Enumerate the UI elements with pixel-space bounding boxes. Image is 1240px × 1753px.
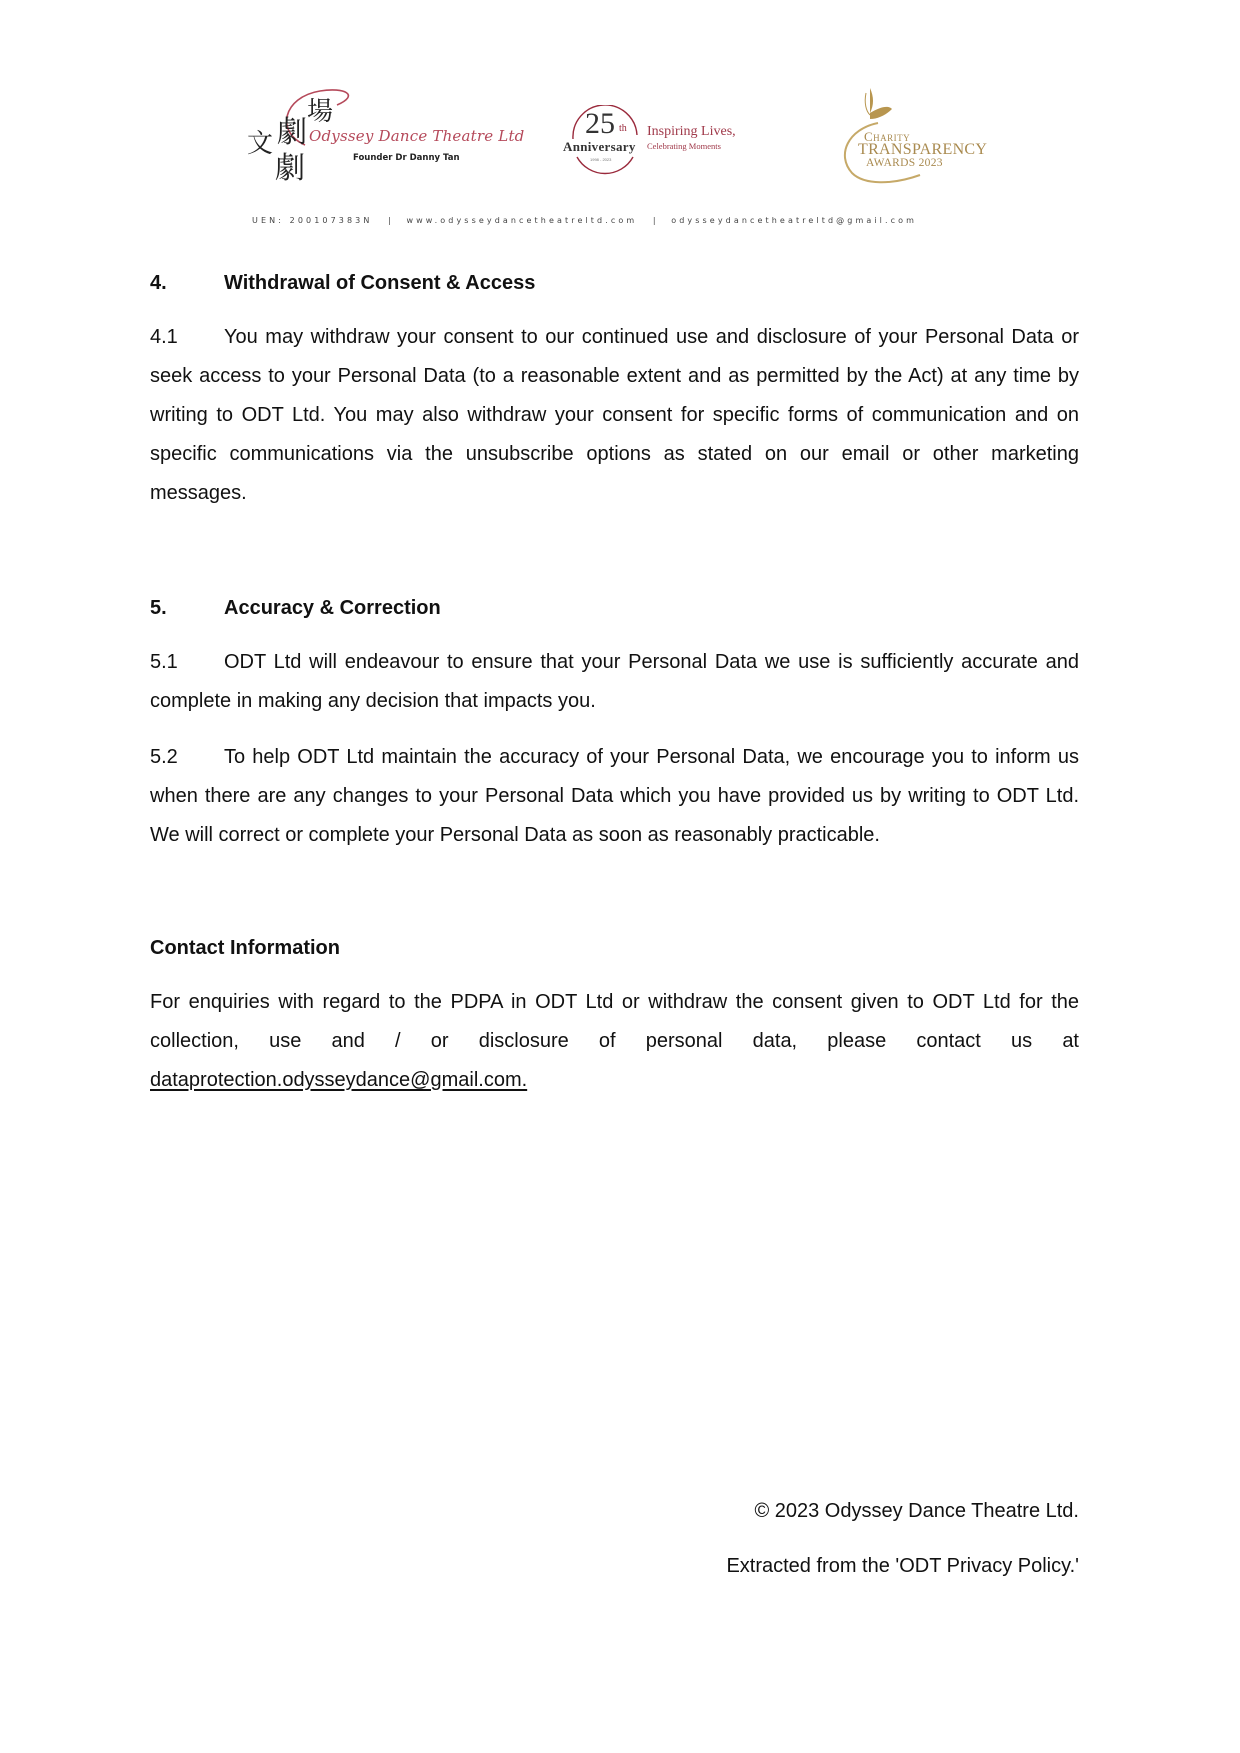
uen-number: UEN: 200107383N: [252, 216, 373, 225]
letterhead-contact-strip: [252, 216, 917, 225]
odt-logo: [245, 85, 525, 190]
copyright-notice: © 2023 Odyssey Dance Theatre Ltd.: [754, 1500, 1079, 1522]
separator: |: [652, 216, 656, 225]
source-note: Extracted from the 'ODT Privacy Policy.': [726, 1555, 1079, 1577]
anniversary-logo: [563, 105, 763, 185]
paragraph-number: 5.2: [150, 746, 178, 768]
contact-paragraph: [150, 983, 1079, 1100]
anniversary-tagline: Inspiring Lives,: [647, 124, 736, 139]
paragraph-4-1: [150, 318, 1079, 513]
contact-heading: [150, 935, 340, 961]
section-number: 4.: [150, 272, 167, 294]
letterhead-logos: [245, 85, 1005, 195]
anniversary-number: 25: [585, 107, 615, 140]
award-line1: Charity: [864, 129, 911, 144]
logo-chinese-char: 劇: [277, 115, 307, 150]
logo-chinese-char: 文: [247, 129, 274, 159]
paragraph-number: 5.1: [150, 651, 178, 673]
paragraph-number: 4.1: [150, 326, 178, 348]
odt-script-name: Odyssey Dance Theatre Ltd: [309, 127, 525, 145]
paragraph-text: You may withdraw your consent to our continued use and disclosure of your Personal Data or seek access to your Personal Data (to a reasonable extent and as permitted by the Act) at any time by writing to ODT Ltd. You may also withdraw your consent for specific forms of communication and on specific communications via the unsubscribe options as stated on our email or other marketing messages.: [150, 326, 1079, 504]
butterfly-swirl-icon: [830, 85, 1000, 185]
anniversary-subtagline: Celebrating Moments: [647, 141, 721, 151]
data-protection-email-link[interactable]: dataprotection.odysseydance@gmail.com.: [150, 1069, 528, 1091]
paragraph-5-2: [150, 738, 1079, 855]
paragraph-text: To help ODT Ltd maintain the accuracy of your Personal Data, we encourage you to inform us when there are any changes to your Personal Data which you have provided us by writing to ODT Ltd. We will correct or complete your Personal Data as soon as reasonably practicable.: [150, 746, 1079, 846]
section-number: 5.: [150, 597, 167, 619]
separator: |: [388, 216, 391, 225]
logo-chinese-char: 場: [307, 97, 334, 127]
paragraph-5-1: [150, 643, 1079, 721]
charity-transparency-award-logo: [830, 85, 1000, 185]
anniversary-years: 1998 - 2023: [590, 157, 612, 162]
section-4-heading: [150, 270, 535, 296]
section-title: Withdrawal of Consent & Access: [224, 272, 536, 294]
website-link[interactable]: www.odysseydancetheatreltd.com: [406, 216, 638, 225]
paragraph-text: ODT Ltd will endeavour to ensure that your Personal Data we use is sufficiently accurate and complete in making any decision that impacts you.: [150, 651, 1079, 712]
award-line3: AWARDS 2023: [866, 157, 943, 169]
document-footer: [726, 1498, 1079, 1579]
odt-founder: Founder Dr Danny Tan: [353, 153, 460, 163]
award-line2: TRANSPARENCY: [858, 141, 988, 158]
paragraph-text: For enquiries with regard to the PDPA in ODT Ltd or withdraw the consent given to ODT Ltd for the collection, use and / or disclosure of personal data, please contact us at: [150, 991, 1079, 1052]
anniversary-label: Anniversary: [563, 139, 636, 154]
org-email-link[interactable]: odysseydancetheatreltd@gmail.com: [671, 216, 918, 225]
logo-chinese-char: 劇: [275, 151, 305, 186]
section-title: Accuracy & Correction: [224, 597, 441, 619]
anniversary-suffix: th: [619, 123, 627, 134]
section-5-heading: [150, 595, 441, 621]
section-title: Contact Information: [150, 937, 340, 959]
